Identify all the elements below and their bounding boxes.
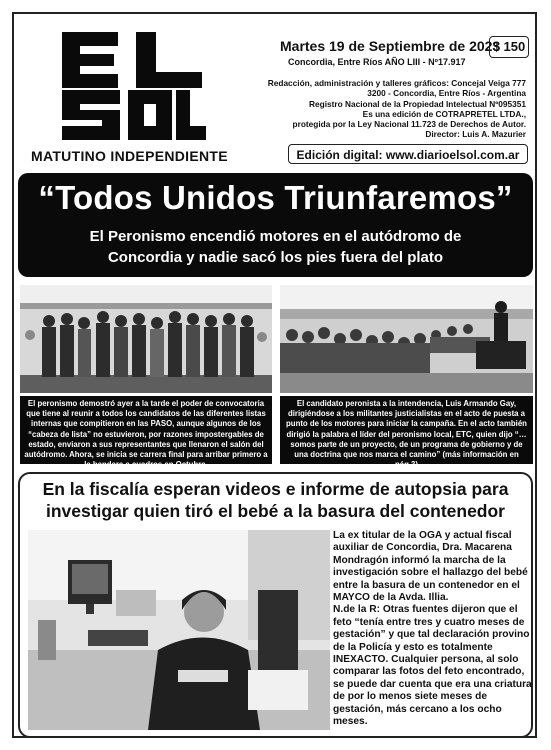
subhead-line: Concordia y nadie sacó los pies fuera del plato (107, 249, 444, 266)
photo-candidate-speech (280, 285, 533, 393)
imprint-line: Es una edición de COTRAPRETEL LTDA., (362, 108, 526, 119)
imprint-line: 3200 - Concordia, Entre Ríos - Argentina (367, 88, 526, 99)
caption-right: El candidato peronista a la intendencia, Luis Armando Gay, dirigiéndose a los militantes justicialistas en el acto de puesta a punto de los motores para iniciar la campaña. En el acto también dirigió la palabra el líder del peronismo local, ETC, quien dijo “…somos parte de un proyecto, de un programa de gobierno y de una doctrina que nos marca el camino” (más información en pág.3) (280, 396, 533, 464)
issue-date: Martes 19 de Septiembre de 2023 (280, 38, 501, 54)
caption-left: El peronismo demostró ayer a la tarde el poder de convocatoria que tiene al reunir a todos los candidatos de las diferentes listas internas que compitieron en las PASO, aunque algunos de los “cabeza de lista” no estuvieron, por razones impostergables de estado, enviaron a sus representantes que llenaron el salón del autódromo. Ahora, se inicia se carrera final para arribar primero a la bandera a cuadros en Octubre. (20, 396, 272, 464)
photo-candidates-group (20, 285, 272, 393)
lead-headline: “Todos Unidos Triunfaremos” (38, 179, 513, 216)
imprint-line: Director: Luis A. Mazurier (425, 129, 526, 140)
subhead-line: El Peronismo encendió motores en el autódromo de (89, 228, 462, 245)
price-badge: $ 150 (489, 36, 529, 58)
imprint-block (266, 78, 526, 140)
story-fiscalia-body (333, 530, 533, 729)
digital-edition-link[interactable]: Edición digital: www.diarioelsol.com.ar (288, 144, 528, 164)
lead-headline-box (18, 173, 533, 277)
lead-subheadline (18, 226, 533, 268)
imprint-line: protegida por la Ley Nacional 11.723 de Derechos de Autor. (292, 119, 526, 130)
story-fiscalia-headline (20, 478, 531, 522)
imprint-line: Registro Nacional de la Propiedad Intelectual Nº095351 (309, 98, 526, 109)
headline-line: investigar quien tiró el bebé a la basura del contenedor (45, 501, 505, 521)
el-sol-logo (58, 30, 208, 142)
tagline: MATUTINO INDEPENDIENTE (31, 148, 228, 164)
body-paragraph: La ex titular de la OGA y actual fiscal auxiliar de Concordia, Dra. Macarena Mondragón informó la marcha de la investigación sobre el hallazgo del bebé entre la basura de un contenedor en el MAYCO de la Avda. Illia. (333, 530, 528, 604)
photo-prosecutor-office (28, 530, 330, 730)
headline-line: En la fiscalía esperan videos e informe de autopsia para (42, 479, 509, 499)
issue-location: Concordia, Entre Ríos AÑO LIII - Nº17.917 (288, 57, 466, 67)
body-paragraph: N.de la R: Otras fuentes dijeron que el feto “tenía entre tres y cuatro meses de gestación” y que tal declaración provino de la Policía y esto es totalmente INEXACTO. Cualquier persona, al solo comparar las fotos del feto encontrado, se puede dar cuenta que era una criatura de por lo menos siete meses de gestación, más cercano a los ocho meses. (333, 604, 532, 728)
imprint-line: Redacción, administración y talleres gráficos: Concejal Veiga 777 (267, 78, 526, 88)
